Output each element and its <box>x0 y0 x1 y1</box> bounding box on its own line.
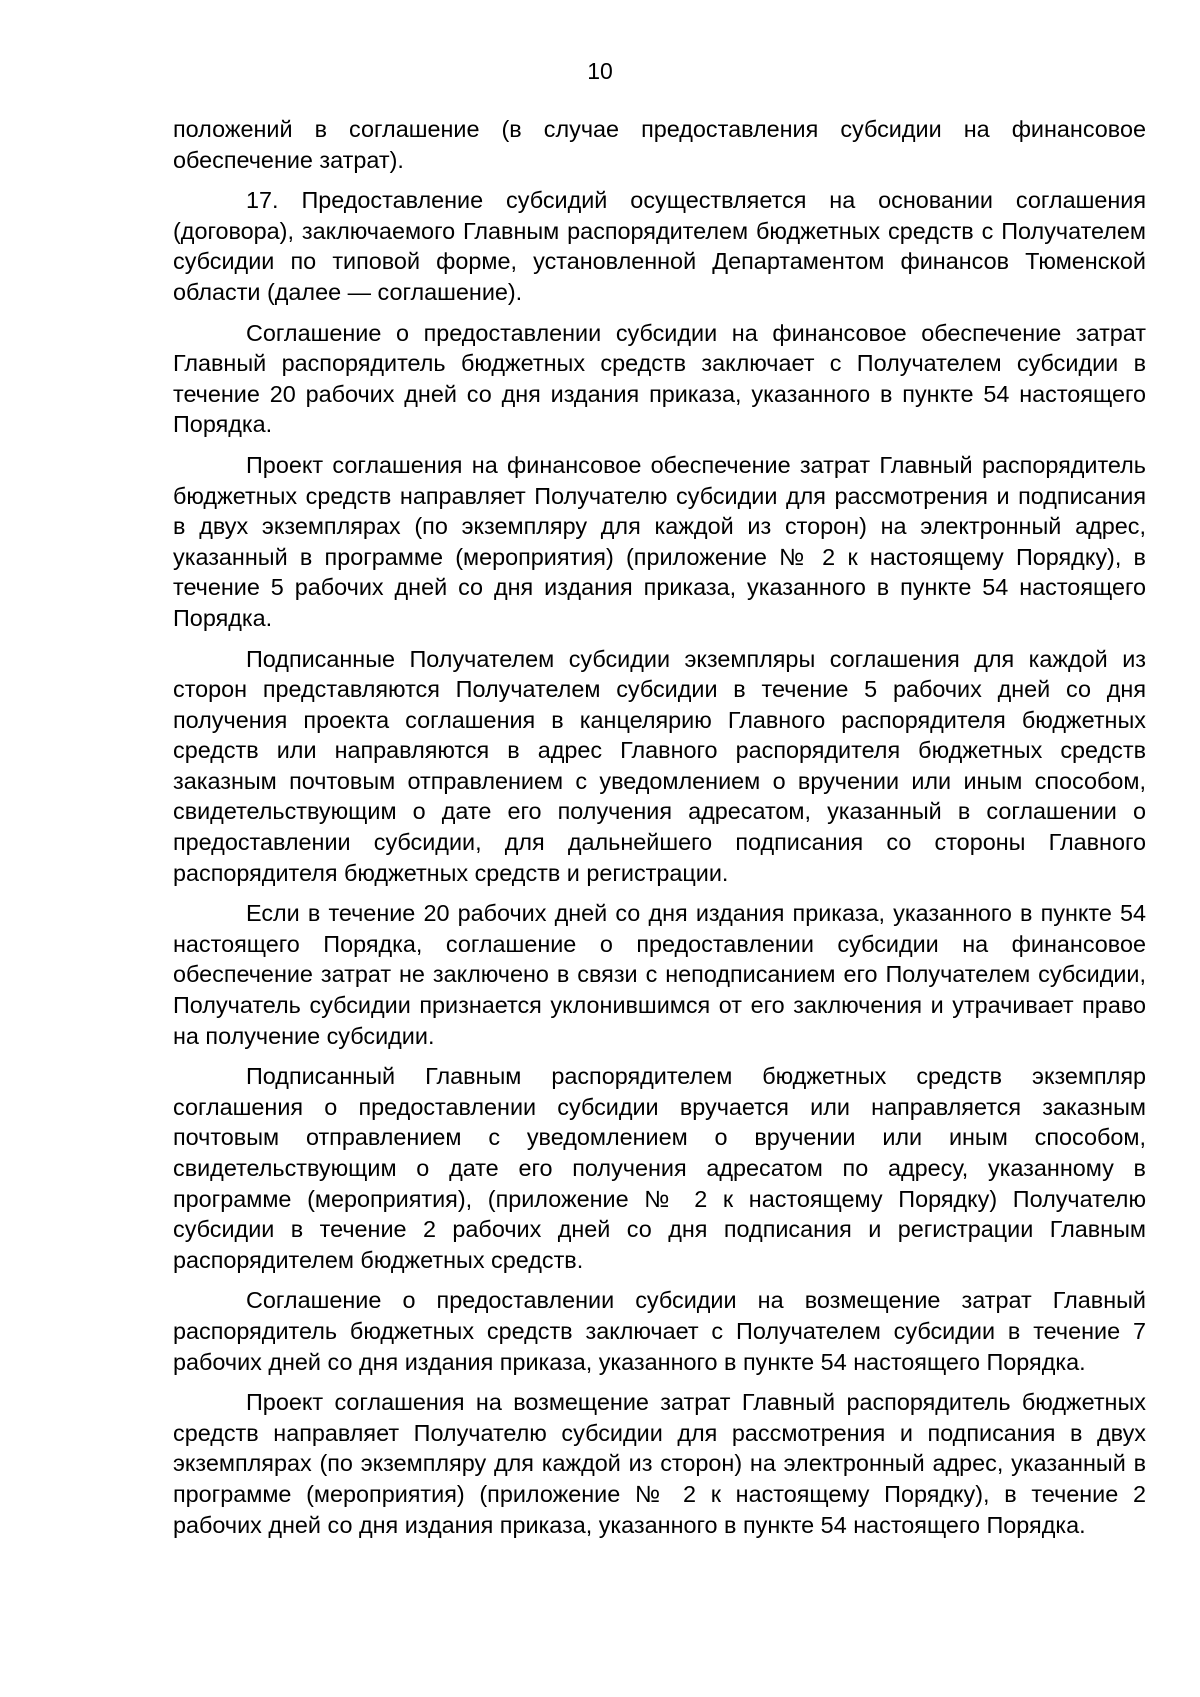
paragraph: Соглашение о предоставлении субсидии на финансовое обеспечение затрат Главный распорядитель бюджетных средств заключает с Получателем субсидии в течение 20 рабочих дней со дня издания приказа, указанного в пункте 54 настоящего Порядка. <box>173 319 1146 438</box>
paragraph: Подписанный Главным распорядителем бюджетных средств экземпляр соглашения о предоставлении субсидии вручается или направляется заказным почтовым отправлением с уведомлением о вручении или иным способом, свидетельствующим о дате его получения адресатом по адресу, указанному в программе (мероприятия), (приложение № 2 к настоящему Порядку) Получателю субсидии в течение 2 рабочих дней со дня подписания и регистрации Главным распорядителем бюджетных средств. <box>173 1063 1146 1273</box>
page-number: 10 <box>587 58 613 84</box>
paragraph: Проект соглашения на финансовое обеспечение затрат Главный распорядитель бюджетных средств направляет Получателю субсидии для рассмотрения и подписания в двух экземплярах (по экземпляру для каждой из сторон) на электронный адрес, указанный в программе (мероприятия) (приложение № 2 к настоящему Порядку), в течение 5 рабочих дней со дня издания приказа, указанного в пункте 54 настоящего Порядка. <box>173 451 1146 631</box>
paragraph: Проект соглашения на возмещение затрат Главный распорядитель бюджетных средств направляет Получателю субсидии для рассмотрения и подписания в двух экземплярах (по экземпляру для каждой из сторон) на электронный адрес, указанный в программе (мероприятия) (приложение № 2 к настоящему Порядку), в течение 2 рабочих дней со дня издания приказа, указанного в пункте 54 настоящего Порядка. <box>173 1389 1146 1538</box>
paragraph-item-17: 17. Предоставление субсидий осуществляется на основании соглашения (договора), заключаемого Главным распорядителем бюджетных средств с Получателем субсидии по типовой форме, установленной Департаментом финансов Тюменской области (далее — соглашение). <box>173 187 1146 305</box>
paragraph: Подписанные Получателем субсидии экземпляры соглашения для каждой из сторон представляются Получателем субсидии в течение 5 рабочих дней со дня получения проекта соглашения в канцелярию Главного распорядителя бюджетных средств или направляются в адрес Главного распорядителя бюджетных средств заказным почтовым отправлением с уведомлением о вручении или иным способом, свидетельствующим о дате его получения адресатом, указанный в соглашении о предоставлении субсидии, для дальнейшего подписания со стороны Главного распорядителя бюджетных средств и регистрации. <box>173 645 1146 886</box>
document-body <box>173 114 1146 1550</box>
paragraph-continuation: положений в соглашение (в случае предоставления субсидии на финансовое обеспечение затрат). <box>173 116 1146 173</box>
paragraph: Если в течение 20 рабочих дней со дня издания приказа, указанного в пункте 54 настоящего Порядка, соглашение о предоставлении субсидии на финансовое обеспечение затрат не заключено в связи с неподписанием его Получателем субсидии, Получатель субсидии признается уклонившимся от его заключения и утрачивает право на получение субсидии. <box>173 900 1146 1049</box>
paragraph: Соглашение о предоставлении субсидии на возмещение затрат Главный распорядитель бюджетных средств заключает с Получателем субсидии в течение 7 рабочих дней со дня издания приказа, указанного в пункте 54 настоящего Порядка. <box>173 1287 1146 1375</box>
